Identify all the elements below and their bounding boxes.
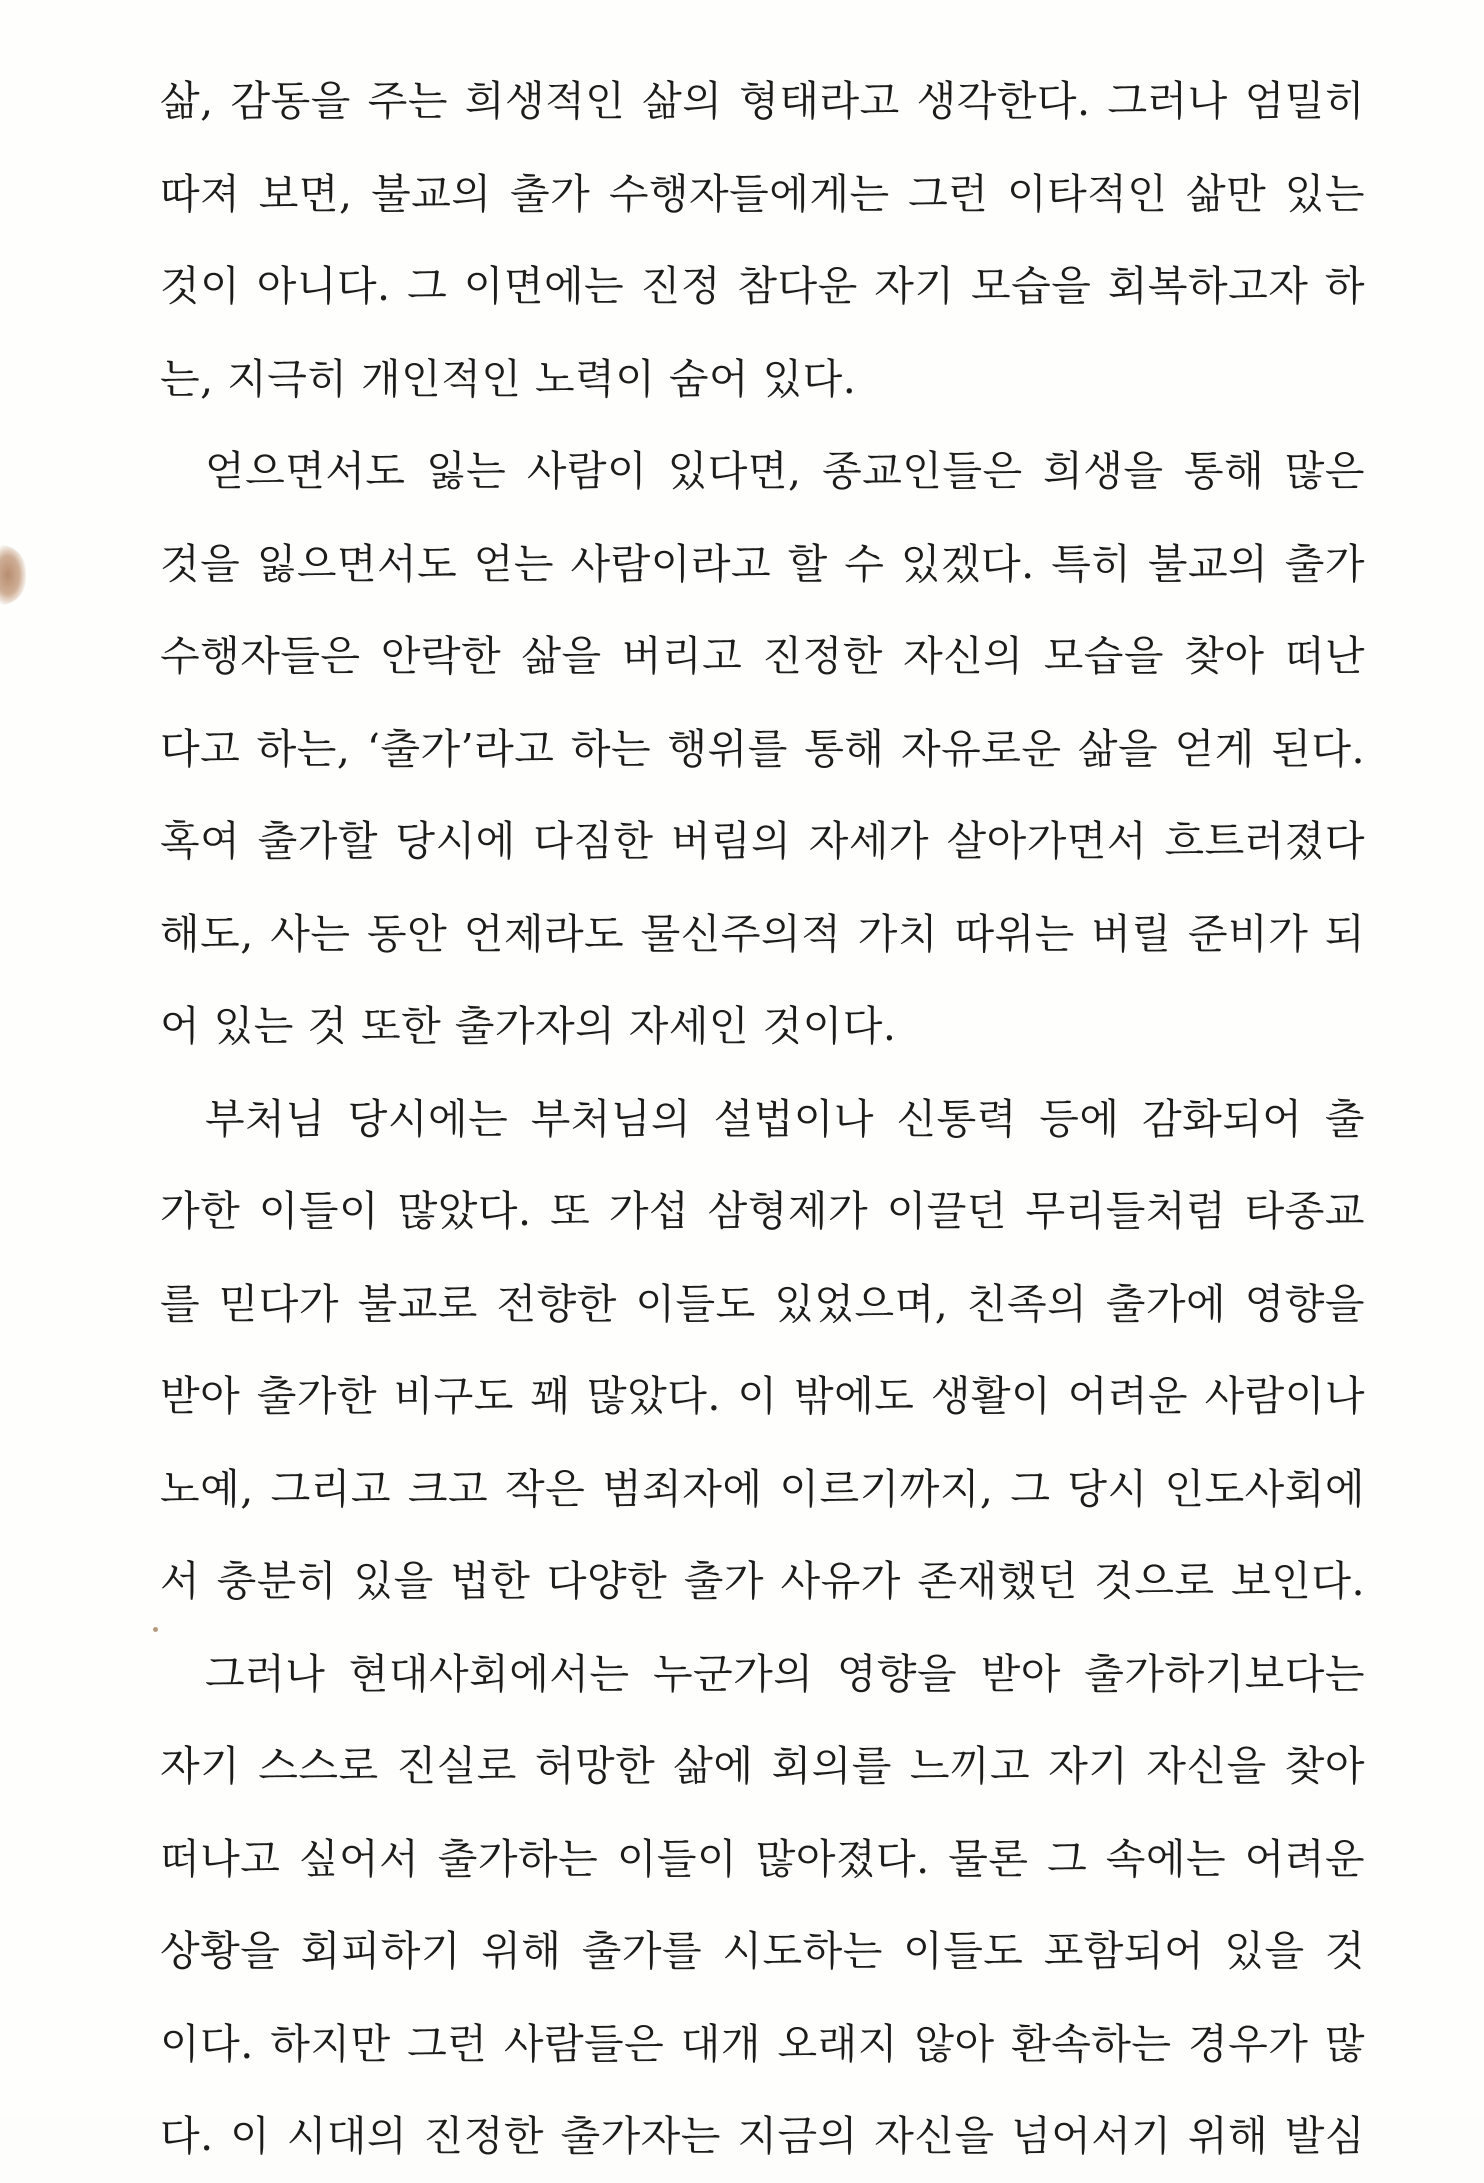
text-line: 삶, 감동을 주는 희생적인 삶의 형태라고 생각한다. 그러나 엄밀히	[160, 77, 1365, 125]
page-speck	[153, 1627, 158, 1632]
text-line: 는, 지극히 개인적인 노력이 숨어 있다.	[160, 354, 857, 403]
text-line: 따져 보면, 불교의 출가 수행자들에게는 그런 이타적인 삶만 있는	[160, 169, 1365, 218]
text-line: 것을 잃으면서도 얻는 사람이라고 할 수 있겠다. 특히 불교의 출가	[160, 539, 1365, 588]
text-line: 떠나고 싶어서 출가하는 이들이 많아졌다. 물론 그 속에는 어려운	[160, 1834, 1365, 1883]
text-line: 자기 스스로 진실로 허망한 삶에 회의를 느끼고 자기 자신을 찾아	[160, 1742, 1365, 1790]
paragraph-start-line: 부처님 당시에는 부처님의 설법이나 신통력 등에 감화되어 출	[205, 1094, 1365, 1143]
text-line: 상황을 회피하기 위해 출가를 시도하는 이들도 포함되어 있을 것	[160, 1927, 1365, 1975]
text-line: 것이 아니다. 그 이면에는 진정 참다운 자기 모습을 회복하고자 하	[160, 262, 1365, 310]
text-line: 받아 출가한 비구도 꽤 많았다. 이 밖에도 생활이 어려운 사람이나	[160, 1372, 1365, 1420]
paragraph-start-line: 그러나 현대사회에서는 누군가의 영향을 받아 출가하기보다는	[205, 1649, 1365, 1698]
page-stain	[0, 545, 26, 605]
paragraph-start-line: 얻으면서도 잃는 사람이 있다면, 종교인들은 희생을 통해 많은	[205, 447, 1365, 495]
text-line: 해도, 사는 동안 언제라도 물신주의적 가치 따위는 버릴 준비가 되	[160, 909, 1365, 958]
text-line: 혹여 출가할 당시에 다짐한 버림의 자세가 살아가면서 흐트러졌다	[160, 817, 1365, 865]
text-line: 다. 이 시대의 진정한 출가자는 지금의 자신을 넘어서기 위해 발심	[160, 2112, 1365, 2160]
text-line: 이다. 하지만 그런 사람들은 대개 오래지 않아 환속하는 경우가 많	[160, 2019, 1365, 2068]
text-line: 어 있는 것 또한 출가자의 자세인 것이다.	[160, 1002, 897, 1050]
text-line: 수행자들은 안락한 삶을 버리고 진정한 자신의 모습을 찾아 떠난	[160, 632, 1365, 680]
text-line: 다고 하는, ‘출가’라고 하는 행위를 통해 자유로운 삶을 얻게 된다.	[160, 724, 1365, 773]
text-line: 를 믿다가 불교로 전향한 이들도 있었으며, 친족의 출가에 영향을	[160, 1279, 1365, 1328]
text-line: 노예, 그리고 크고 작은 범죄자에 이르기까지, 그 당시 인도사회에	[160, 1464, 1365, 1513]
text-line: 가한 이들이 많았다. 또 가섭 삼형제가 이끌던 무리들처럼 타종교	[160, 1187, 1365, 1235]
text-line: 서 충분히 있을 법한 다양한 출가 사유가 존재했던 것으로 보인다.	[160, 1557, 1365, 1605]
body-text	[160, 55, 1365, 2183]
